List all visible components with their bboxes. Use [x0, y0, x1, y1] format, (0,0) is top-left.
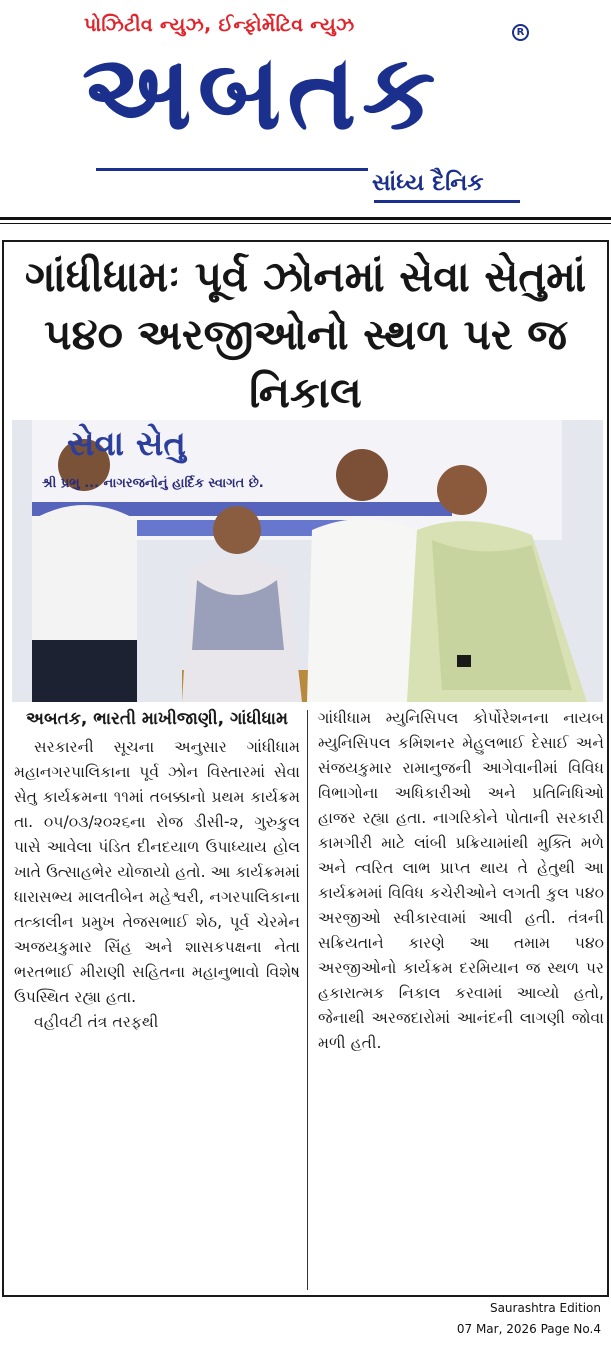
headline-line-2: ૫૪૦ અરજીઓનો સ્થળ પર જ નિકાલ	[44, 310, 567, 417]
article-frame	[2, 240, 609, 1297]
headline-line-1: ગાંધીધામઃ પૂર્વ ઝોનમાં સેવા સેતુમાં	[24, 252, 587, 301]
registered-mark-icon: R	[512, 24, 529, 41]
article-paragraph-3: ગાંધીધામ મ્યુનિસિપલ કોર્પોરેશનના નાયબ મ્યુનિસિપલ કમિશનર મેહુલભાઈ દેસાઈ અને સંજયકુમાર રામાનુજની આગેવાનીમાં વિવિધ વિભાગોના અધિકારીઓ અને પ્રતિનિધિઓ હાજર રહ્યા હતા. નાગરિકોને પોતાની સરકારી કામગીરી માટે લાંબી પ્રક્રિયામાંથી મુક્તિ મળે અને ત્વરિત લાભ પ્રાપ્ત થાય તે હેતુથી આ કાર્યક્રમમાં વિવિધ કચેરીઓને લગતી કુલ ૫૪૦ અરજીઓ સ્વીકારવામાં આવી હતી. તંત્રની સક્રિયતાને કારણે આ તમામ ૫૪૦ અરજીઓનો કાર્યક્રમ દરમિયાન જ સ્થળ પર હકારાત્મક નિકાલ કરવામાં આવ્યો હતો, જેનાથી અરજદારોમાં આનંદની લાગણી જોવા મળી હતી.	[318, 709, 604, 1052]
article-paragraph-1: સરકારની સૂચના અનુસાર ગાંધીધામ મહાનગરપાલિકાના પૂર્વ ઝોન વિસ્તારમાં સેવા સેતુ કાર્યક્રમના ૧૧માં તબક્કાનો પ્રથમ કાર્યક્રમ તા. ૦૫/૦૩/૨૦૨૬ના રોજ ડીસી-૨, ગુરુકુલ પાસે આવેલા પંડિત દીનદયાળ ઉપાધ્યાય હોલ ખાતે ઉત્સાહભેર યોજાયો હતો. આ કાર્યક્રમમાં ધારાસભ્ય માલતીબેન મહેશ્વરી, નગરપાલિકાના તત્કાલીન પ્રમુખ તેજસભાઈ શેઠ, પૂર્વ ચેરમેન અજયકુમાર સિંહ અને શાસકપક્ષના નેતા ભરતભાઈ મીરાણી સહિતના મહાનુભાવો વિશેષ ઉપસ્થિત રહ્યા હતા.	[14, 738, 300, 1006]
article-column-left	[14, 706, 300, 1035]
masthead-divider-thin	[0, 223, 611, 224]
masthead-subtitle: સાંધ્ય દૈનિક	[372, 170, 484, 196]
edition-label: Saurashtra Edition	[489, 1301, 601, 1315]
masthead-tagline: પોઝિટીવ ન્યુઝ, ઈન્ફોર્મેટિવ ન્યુઝ	[84, 14, 355, 36]
article-paragraph-2: વહીવટી તંત્ર તરફથી	[34, 1013, 159, 1031]
photo-banner-line: શ્રી પ્રભુ ... નાગરજનોનું હાર્દિક સ્વાગત છે.	[42, 476, 264, 491]
article-column-right	[318, 706, 604, 1056]
newspaper-logo: અબતક	[82, 31, 442, 153]
date-page-label: 07 Mar, 2026 Page No.4	[456, 1322, 601, 1336]
masthead	[0, 0, 611, 222]
article-byline: અબતક, ભારતી માખીજાણી, ગાંધીધામ	[26, 709, 288, 729]
article-photo	[12, 420, 603, 702]
article-headline	[4, 248, 607, 422]
masthead-subtitle-rule	[374, 200, 520, 203]
photo-banner-title: સેવા સેતુ	[67, 424, 186, 464]
masthead-divider	[0, 217, 611, 220]
masthead-rule	[96, 168, 368, 171]
column-divider	[307, 710, 308, 1290]
